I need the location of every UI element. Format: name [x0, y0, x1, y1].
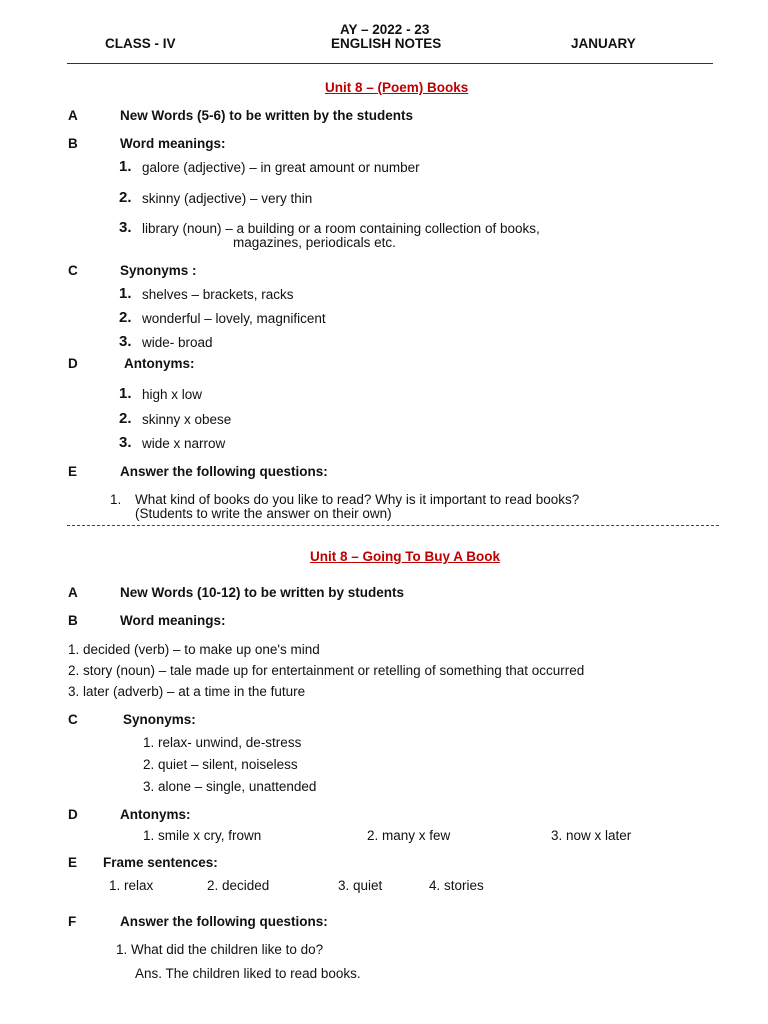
list-number: 1.	[119, 158, 132, 175]
unit2-new-words-heading: New Words (10-12) to be written by students	[120, 585, 405, 600]
list-number: 2.	[119, 410, 132, 427]
unit1-title: Unit 8 – (Poem) Books	[325, 80, 469, 95]
unit2-b-letter: B	[68, 613, 78, 628]
unit2-title: Unit 8 – Going To Buy A Book	[310, 549, 500, 564]
unit1-word-meanings-heading: Word meanings:	[120, 136, 226, 151]
unit1-e-letter: E	[68, 464, 78, 479]
list-number: 1.	[119, 385, 132, 402]
list-number: 3.	[119, 333, 132, 350]
word-meaning-item: skinny (adjective) – very thin	[142, 191, 313, 206]
word-meaning-item: 3. later (adverb) – at a time in the future	[68, 684, 306, 699]
synonym-item: 3. alone – single, unattended	[143, 779, 317, 794]
unit1-b-letter: B	[68, 136, 78, 151]
unit2-frame-sentences-heading: Frame sentences:	[103, 855, 218, 870]
frame-sentence-word: 2. decided	[207, 878, 270, 893]
question-number: 1.	[110, 492, 122, 507]
unit2-f-letter: F	[68, 914, 77, 929]
question-text: What kind of books do you like to read? Why is it important to read books?	[135, 492, 580, 507]
month-label: JANUARY	[571, 36, 636, 51]
unit2-word-meanings-heading: Word meanings:	[120, 613, 226, 628]
synonym-item: shelves – brackets, racks	[142, 287, 294, 302]
antonym-item: skinny x obese	[142, 412, 232, 427]
question-note: (Students to write the answer on their own)	[135, 506, 392, 521]
answer-text: Ans. The children liked to read books.	[135, 966, 361, 981]
antonym-item: 1. smile x cry, frown	[143, 828, 262, 843]
synonym-item: wonderful – lovely, magnificent	[142, 311, 326, 326]
question-text: 1. What did the children like to do?	[116, 942, 324, 957]
unit1-d-letter: D	[68, 356, 78, 371]
unit2-d-letter: D	[68, 807, 78, 822]
unit2-e-letter: E	[68, 855, 78, 870]
unit2-c-letter: C	[68, 712, 78, 727]
unit1-antonyms-heading: Antonyms:	[124, 356, 195, 371]
list-number: 3.	[119, 219, 132, 236]
frame-sentence-word: 3. quiet	[338, 878, 383, 893]
unit2-a-letter: A	[68, 585, 78, 600]
unit2-antonyms-heading: Antonyms:	[120, 807, 191, 822]
list-number: 2.	[119, 189, 132, 206]
frame-sentence-word: 4. stories	[429, 878, 484, 893]
antonym-item: high x low	[142, 387, 203, 402]
unit1-new-words-heading: New Words (5-6) to be written by the students	[120, 108, 414, 123]
academic-year: AY – 2022 - 23	[340, 22, 430, 37]
unit2-synonyms-heading: Synonyms:	[123, 712, 196, 727]
unit1-questions-heading: Answer the following questions:	[120, 464, 328, 479]
antonym-item: 2. many x few	[367, 828, 451, 843]
section-divider	[67, 525, 719, 526]
unit1-c-letter: C	[68, 263, 78, 278]
antonym-item: 3. now x later	[551, 828, 632, 843]
list-number: 3.	[119, 434, 132, 451]
synonym-item: wide- broad	[142, 335, 213, 350]
word-meaning-continuation: magazines, periodicals etc.	[233, 235, 396, 250]
frame-sentence-word: 1. relax	[109, 878, 154, 893]
subject-label: ENGLISH NOTES	[331, 36, 442, 51]
list-number: 2.	[119, 309, 132, 326]
word-meaning-item: 1. decided (verb) – to make up one's mind	[68, 642, 320, 657]
list-number: 1.	[119, 285, 132, 302]
unit1-a-letter: A	[68, 108, 78, 123]
word-meaning-item: 2. story (noun) – tale made up for entertainment or retelling of something that occurred	[68, 663, 585, 678]
antonym-item: wide x narrow	[142, 436, 226, 451]
word-meaning-item: library (noun) – a building or a room containing collection of books,	[142, 221, 540, 236]
unit2-questions-heading: Answer the following questions:	[120, 914, 328, 929]
header-divider	[67, 63, 713, 64]
unit1-synonyms-heading: Synonyms :	[120, 263, 197, 278]
synonym-item: 2. quiet – silent, noiseless	[143, 757, 298, 772]
synonym-item: 1. relax- unwind, de-stress	[143, 735, 302, 750]
word-meaning-item: galore (adjective) – in great amount or number	[142, 160, 420, 175]
class-label: CLASS - IV	[105, 36, 176, 51]
